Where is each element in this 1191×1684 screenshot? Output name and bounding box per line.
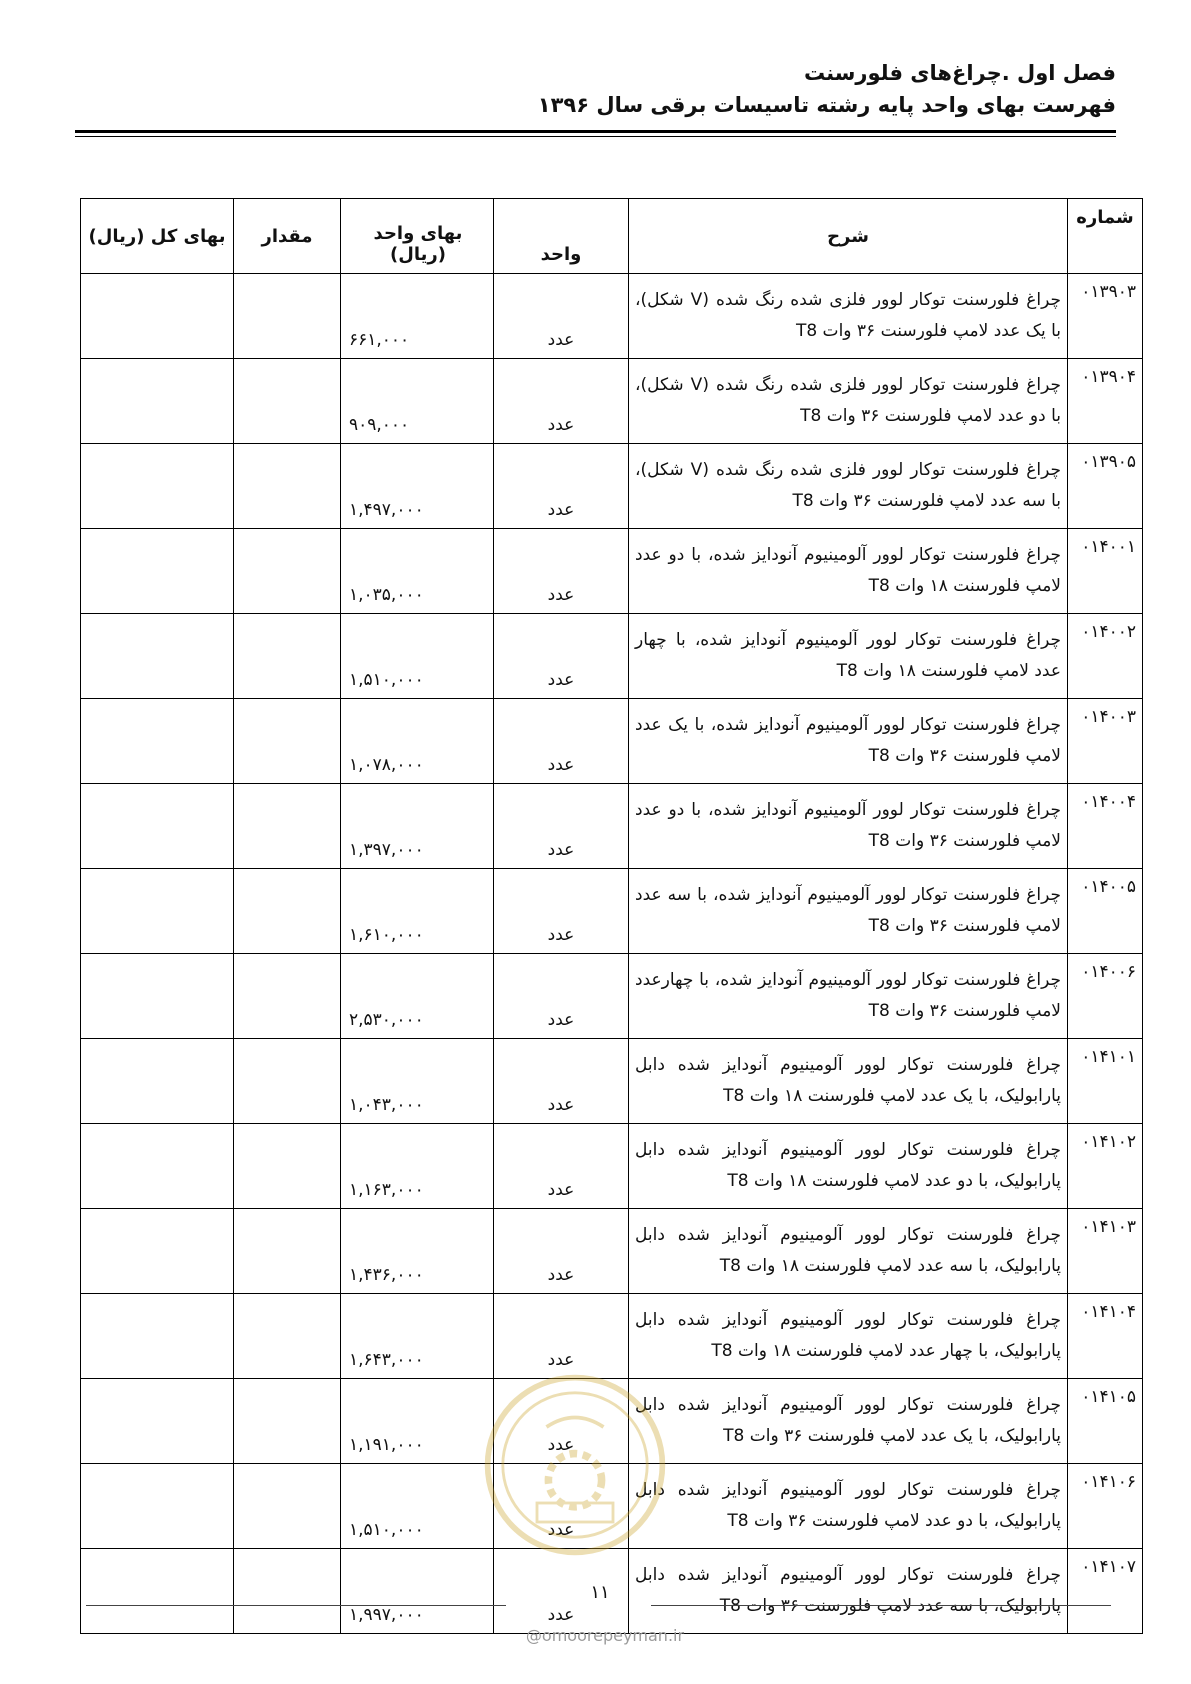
table-row <box>81 1124 1143 1209</box>
row-unit-price: ۱,۶۴۳,۰۰۰ <box>341 1294 494 1379</box>
row-quantity <box>234 444 341 529</box>
row-number: ۰۱۳۹۰۳ <box>1068 274 1143 359</box>
row-unit-price: ۶۶۱,۰۰۰ <box>341 274 494 359</box>
row-quantity <box>234 1124 341 1209</box>
table-row <box>81 1294 1143 1379</box>
row-total-price <box>81 444 234 529</box>
row-unit: عدد <box>494 1209 629 1294</box>
row-number: ۰۱۴۱۰۵ <box>1068 1379 1143 1464</box>
row-number: ۰۱۴۱۰۷ <box>1068 1549 1143 1634</box>
header-rule-thick <box>75 130 1116 133</box>
row-quantity <box>234 274 341 359</box>
row-description: چراغ فلورسنت توکار لوور آلومینیوم آنودایز شده دابل پارابولیک، با یک عدد لامپ فلورسنت ۳۶ وات T8 <box>629 1379 1068 1464</box>
row-description: چراغ فلورسنت توکار لوور آلومینیوم آنودایز شده، با چهار عدد لامپ فلورسنت ۱۸ وات T8 <box>629 614 1068 699</box>
row-total-price <box>81 1549 234 1634</box>
row-description: چراغ فلورسنت توکار لوور آلومینیوم آنودایز شده، با چهارعدد لامپ فلورسنت ۳۶ وات T8 <box>629 954 1068 1039</box>
row-description: چراغ فلورسنت توکار لوور آلومینیوم آنودایز شده، با دو عدد لامپ فلورسنت ۳۶ وات T8 <box>629 784 1068 869</box>
row-number: ۰۱۴۱۰۲ <box>1068 1124 1143 1209</box>
header-quantity: مقدار <box>234 199 341 274</box>
row-total-price <box>81 614 234 699</box>
row-unit-price: ۱,۰۳۵,۰۰۰ <box>341 529 494 614</box>
row-total-price <box>81 1124 234 1209</box>
footer-rule-right <box>651 1605 1111 1606</box>
row-quantity <box>234 869 341 954</box>
header-unit: واحد <box>494 199 629 274</box>
page-number: ۱۱ <box>590 1582 610 1603</box>
row-number: ۰۱۴۱۰۴ <box>1068 1294 1143 1379</box>
table-row <box>81 784 1143 869</box>
row-number: ۰۱۴۰۰۴ <box>1068 784 1143 869</box>
row-unit-price: ۱,۴۹۷,۰۰۰ <box>341 444 494 529</box>
row-unit-price: ۱,۰۴۳,۰۰۰ <box>341 1039 494 1124</box>
row-total-price <box>81 359 234 444</box>
table-row <box>81 614 1143 699</box>
table-row <box>81 1039 1143 1124</box>
row-total-price <box>81 1464 234 1549</box>
row-description: چراغ فلورسنت توکار لوور آلومینیوم آنودایز شده، با دو عدد لامپ فلورسنت ۱۸ وات T8 <box>629 529 1068 614</box>
row-unit: عدد <box>494 1464 629 1549</box>
seal-watermark-icon <box>480 1370 670 1560</box>
row-number: ۰۱۴۰۰۵ <box>1068 869 1143 954</box>
row-quantity <box>234 359 341 444</box>
header-total-price: بهای کل (ریال) <box>81 199 234 274</box>
table-row <box>81 274 1143 359</box>
row-unit-price: ۲,۵۳۰,۰۰۰ <box>341 954 494 1039</box>
header-unit-price: بهای واحد (ریال) <box>341 199 494 274</box>
row-quantity <box>234 699 341 784</box>
row-total-price <box>81 1209 234 1294</box>
header-number: شماره <box>1068 199 1143 274</box>
row-number: ۰۱۳۹۰۴ <box>1068 359 1143 444</box>
row-number: ۰۱۴۱۰۶ <box>1068 1464 1143 1549</box>
row-total-price <box>81 699 234 784</box>
row-total-price <box>81 1039 234 1124</box>
row-quantity <box>234 1039 341 1124</box>
row-description: چراغ فلورسنت توکار لوور آلومینیوم آنودایز شده دابل پارابولیک، با چهار عدد لامپ فلورسنت ۱۸ وات T8 <box>629 1294 1068 1379</box>
table-row <box>81 444 1143 529</box>
row-quantity <box>234 784 341 869</box>
row-unit-price: ۱,۴۳۶,۰۰۰ <box>341 1209 494 1294</box>
row-quantity <box>234 529 341 614</box>
row-unit: عدد <box>494 784 629 869</box>
row-description: چراغ فلورسنت توکار لوور آلومینیوم آنودایز شده، با سه عدد لامپ فلورسنت ۳۶ وات T8 <box>629 869 1068 954</box>
row-total-price <box>81 869 234 954</box>
row-quantity <box>234 1549 341 1634</box>
row-quantity <box>234 614 341 699</box>
row-description: چراغ فلورسنت توکار لوور آلومینیوم آنودایز شده، با یک عدد لامپ فلورسنت ۳۶ وات T8 <box>629 699 1068 784</box>
table-row <box>81 699 1143 784</box>
row-total-price <box>81 1379 234 1464</box>
row-number: ۰۱۴۰۰۶ <box>1068 954 1143 1039</box>
row-total-price <box>81 954 234 1039</box>
row-description: چراغ فلورسنت توکار لوور فلزی شده رنگ شده (V شکل)، با سه عدد لامپ فلورسنت ۳۶ وات T8 <box>629 444 1068 529</box>
document-title: فهرست بهای واحد پایه رشته تاسیسات برقی سال ۱۳۹۶ <box>537 93 1116 117</box>
row-unit: عدد <box>494 1549 629 1634</box>
row-description: چراغ فلورسنت توکار لوور آلومینیوم آنودایز شده دابل پارابولیک، با دو عدد لامپ فلورسنت ۳۶ وات T8 <box>629 1464 1068 1549</box>
row-unit-price: ۱,۵۱۰,۰۰۰ <box>341 614 494 699</box>
table-row <box>81 1209 1143 1294</box>
row-number: ۰۱۴۰۰۳ <box>1068 699 1143 784</box>
table-header-row <box>81 199 1143 274</box>
row-unit-price: ۹۰۹,۰۰۰ <box>341 359 494 444</box>
row-description: چراغ فلورسنت توکار لوور آلومینیوم آنودایز شده دابل پارابولیک، با سه عدد لامپ فلورسنت ۳۶ وات T8 <box>629 1549 1068 1634</box>
row-quantity <box>234 1294 341 1379</box>
chapter-title: فصل اول .چراغ‌های فلورسنت <box>803 61 1116 85</box>
row-total-price <box>81 529 234 614</box>
row-unit: عدد <box>494 1039 629 1124</box>
row-quantity <box>234 954 341 1039</box>
row-number: ۰۱۴۰۰۱ <box>1068 529 1143 614</box>
row-unit-price: ۱,۶۱۰,۰۰۰ <box>341 869 494 954</box>
row-unit: عدد <box>494 274 629 359</box>
row-unit-price: ۱,۳۹۷,۰۰۰ <box>341 784 494 869</box>
row-unit: عدد <box>494 1294 629 1379</box>
watermark-text: @omoorepeyman.ir <box>525 1626 685 1645</box>
row-unit: عدد <box>494 869 629 954</box>
row-number: ۰۱۴۱۰۱ <box>1068 1039 1143 1124</box>
row-number: ۰۱۴۱۰۳ <box>1068 1209 1143 1294</box>
table-row <box>81 954 1143 1039</box>
row-quantity <box>234 1464 341 1549</box>
row-quantity <box>234 1209 341 1294</box>
row-description: چراغ فلورسنت توکار لوور آلومینیوم آنودایز شده دابل پارابولیک، با یک عدد لامپ فلورسنت ۱۸ وات T8 <box>629 1039 1068 1124</box>
row-unit: عدد <box>494 1379 629 1464</box>
row-description: چراغ فلورسنت توکار لوور فلزی شده رنگ شده (V شکل)، با دو عدد لامپ فلورسنت ۳۶ وات T8 <box>629 359 1068 444</box>
row-unit: عدد <box>494 359 629 444</box>
row-description: چراغ فلورسنت توکار لوور آلومینیوم آنودایز شده دابل پارابولیک، با دو عدد لامپ فلورسنت ۱۸ وات T8 <box>629 1124 1068 1209</box>
row-description: چراغ فلورسنت توکار لوور فلزی شده رنگ شده (V شکل)، با یک عدد لامپ فلورسنت ۳۶ وات T8 <box>629 274 1068 359</box>
row-unit-price: ۱,۰۷۸,۰۰۰ <box>341 699 494 784</box>
row-unit: عدد <box>494 699 629 784</box>
row-unit-price: ۱,۱۹۱,۰۰۰ <box>341 1379 494 1464</box>
table-row <box>81 359 1143 444</box>
row-total-price <box>81 1294 234 1379</box>
row-quantity <box>234 1379 341 1464</box>
header-description: شرح <box>629 199 1068 274</box>
header-rule-thin <box>75 136 1116 137</box>
row-unit: عدد <box>494 954 629 1039</box>
row-unit: عدد <box>494 1124 629 1209</box>
row-total-price <box>81 274 234 359</box>
row-unit: عدد <box>494 614 629 699</box>
row-total-price <box>81 784 234 869</box>
row-number: ۰۱۴۰۰۲ <box>1068 614 1143 699</box>
row-unit: عدد <box>494 444 629 529</box>
row-unit: عدد <box>494 529 629 614</box>
row-number: ۰۱۳۹۰۵ <box>1068 444 1143 529</box>
table-row <box>81 869 1143 954</box>
row-unit-price: ۱,۵۱۰,۰۰۰ <box>341 1464 494 1549</box>
footer-rule-left <box>86 1605 506 1606</box>
row-description: چراغ فلورسنت توکار لوور آلومینیوم آنودایز شده دابل پارابولیک، با سه عدد لامپ فلورسنت ۱۸ وات T8 <box>629 1209 1068 1294</box>
row-unit-price: ۱,۹۹۷,۰۰۰ <box>341 1549 494 1634</box>
table-row <box>81 529 1143 614</box>
row-unit-price: ۱,۱۶۳,۰۰۰ <box>341 1124 494 1209</box>
page-header <box>75 58 1116 120</box>
